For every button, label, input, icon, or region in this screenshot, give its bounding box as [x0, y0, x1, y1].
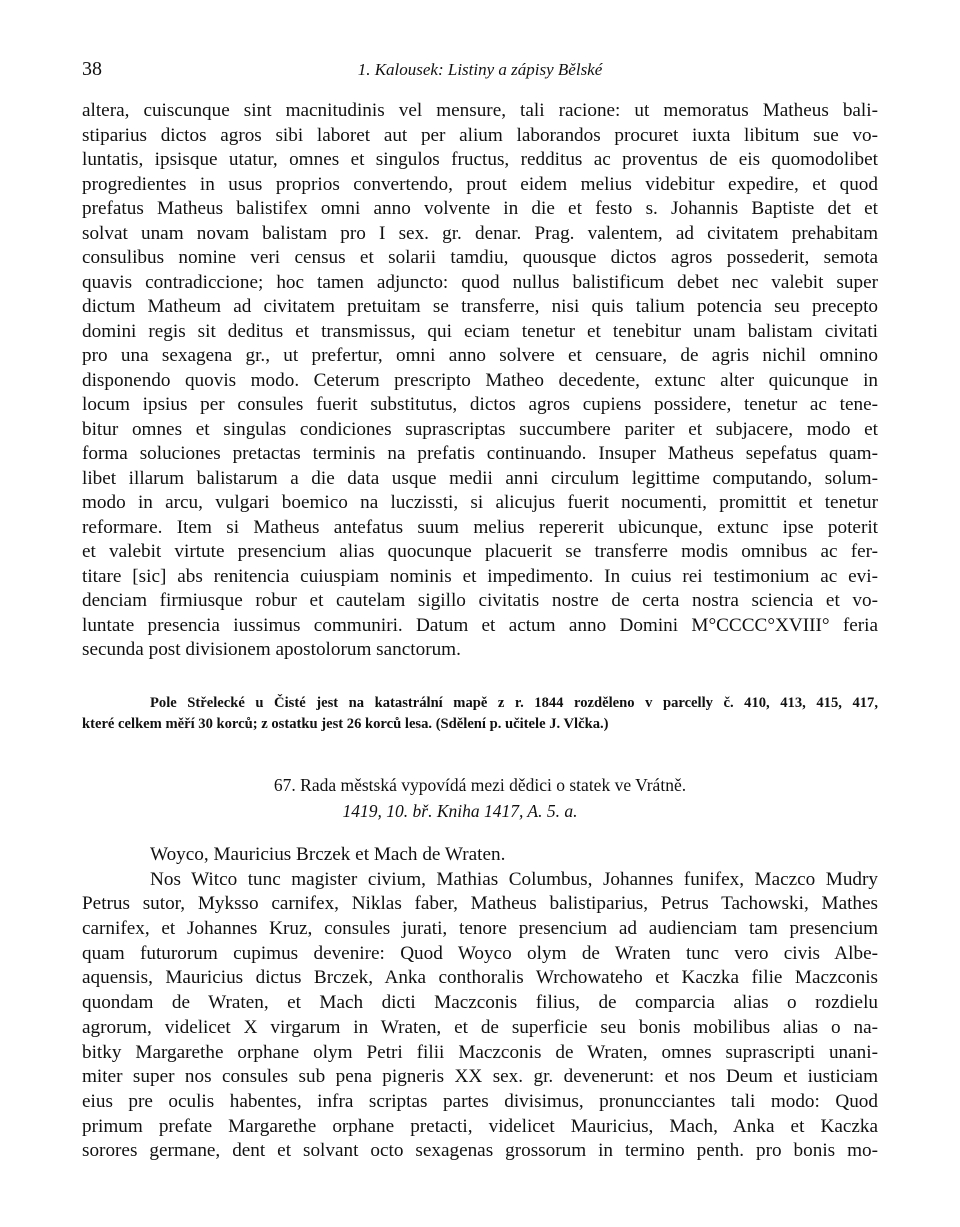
page-number: 38	[82, 58, 102, 80]
note-line: Pole Střelecké u Čisté jest na katastrální mapě z r. 1844 rozděleno v parcelly č. 410, 413, 415, 417,	[150, 695, 878, 711]
text-line: et valebit virtute presencium alias quocunque placuerit se transferre modis omnibus ac fer-	[82, 541, 878, 562]
text-line: disponendo quovis modo. Ceterum prescripto Matheo decedente, extunc alter quicunque in	[82, 369, 878, 391]
text-line: stiparius dictos agros sibi laboret aut per alium laborandos procuret iuxta libitum sue vo-	[82, 124, 878, 146]
text-line: carnifex, et Johannes Kruz, consules jurati, tenore presencium ad audienciam tam presencium	[82, 918, 878, 940]
text-line: miter super nos consules sub pena pigneris XX sex. gr. devenerunt: et nos Deum et iusticiam	[82, 1066, 878, 1088]
document-title: 67. Rada městská vypovídá mezi dědici o statek ve Vrátně.	[273, 775, 687, 795]
text-line: libet illarum balistarum a die data usque medii anni circulum legittime computando, solum-	[82, 467, 878, 489]
text-line: consulibus nomine veri census et solarii tamdiu, quousque dictos agros possederit, semota	[82, 247, 878, 268]
regest-line: Woyco, Mauricius Brczek et Mach de Wraten.	[150, 844, 506, 865]
text-line: modo in arcu, vulgari boemico na luczissti, si alicujus fuerit nocumenti, promittit et tenetur	[82, 492, 878, 513]
text-line: locum ipsius per consules fuerit substitutus, dictos agros cupiens possidere, tenetur ac tene-	[82, 394, 878, 415]
text-line: reformare. Item si Matheus antefatus suum melius repererit ubicunque, extunc ipse poterit	[82, 516, 878, 538]
text-line: sorores germane, dent et solvant octo sexagenas grossorum in termino penth. pro bonis mo-	[82, 1140, 878, 1162]
main-text	[82, 99, 878, 663]
running-title: 1. Kalousek: Listiny a zápisy Bělské	[357, 60, 603, 79]
text-line: quam futurorum cupimus devenire: Quod Woyco olym de Wraten tunc vero civis Albe-	[82, 942, 878, 964]
note-line: které celkem měří 30 korců; z ostatku jest 26 korců lesa. (Sdělení p. učitele J. Vlčka.)	[82, 716, 609, 732]
document-text	[82, 843, 878, 1164]
text-line: aquensis, Mauricius dictus Brczek, Anka conthoralis Wrchowateho et Kaczka filie Maczconis	[82, 967, 878, 989]
text-line: bitky Margarethe orphane olym Petri filii Maczconis de Wraten, omnes suprascripti unani-	[82, 1041, 878, 1063]
text-line: denciam firmiusque robur et cautelam sigillo civitatis nostre de certa nostra sciencia et vo-	[82, 590, 878, 611]
text-line: quavis contradiccione; hoc tamen adjuncto: quod nullus balistificum debet nec valebit super	[82, 271, 878, 293]
text-line: forma soluciones pretactas terminis na prefatis continuando. Insuper Matheus sepefatus quam-	[82, 443, 878, 464]
text-line: titare [sic] abs renitencia cuiuspiam nominis et impedimento. In cuius rei testimonium ac evi-	[82, 565, 878, 587]
document-heading	[82, 772, 878, 824]
text-line: secunda post divisionem apostolorum sanctorum.	[82, 639, 461, 660]
text-line: bitur omnes et singulas condiciones suprascriptas succumbere pariter et subjacere, modo et	[82, 418, 878, 440]
text-line: Nos Witco tunc magister civium, Mathias Columbus, Johannes funifex, Maczco Mudry	[150, 868, 878, 890]
page-header	[82, 58, 878, 88]
document-date-source: 1419, 10. bř. Kniha 1417, A. 5. a.	[342, 801, 578, 821]
text-line: eius pre oculis habentes, infra scriptas partes divisimus, pronuncciantes tali modo: Quod	[82, 1090, 878, 1112]
editorial-note	[82, 693, 878, 735]
text-line: pro una sexagena gr., ut prefertur, omni anno solvere et censuare, de agris nichil omnino	[82, 345, 878, 366]
text-line: prefatus Matheus balistifex omni anno volvente in die et festo s. Johannis Baptiste det et	[82, 198, 878, 219]
text-line: progredientes in usus proprios convertendo, prout eidem melius videbitur expedire, et quod	[82, 173, 878, 195]
text-line: luntatis, ipsisque utatur, omnes et singulos fructus, redditus ac proventus de eis quomodolibet	[82, 149, 878, 170]
text-line: altera, cuiscunque sint macnitudinis vel mensure, tali racione: ut memoratus Matheus bali-	[82, 100, 878, 121]
text-line: Petrus sutor, Myksso carnifex, Niklas faber, Matheus balistiparius, Petrus Tachowski, Mathes	[82, 893, 878, 915]
text-line: solvat unam novam balistam pro I sex. gr. denar. Prag. valentem, ad civitatem prehabitam	[82, 222, 878, 244]
text-line: domini regis sit deditus et transmissus, qui eciam tenetur et tenebitur unam balistam civitati	[82, 320, 878, 342]
text-line: dictum Matheum ad civitatem pretuitam se transferre, nisi quis talium potencia seu precepto	[82, 296, 878, 317]
text-line: luntate presencia iussimus communiri. Datum et actum anno Domini M°CCCC°XVIII° feria	[82, 614, 878, 636]
text-line: quondam de Wraten, et Mach dicti Maczconis filius, de comparcia alias o rozdielu	[82, 992, 878, 1014]
text-line: agrorum, videlicet X virgarum in Wraten, et de superficie seu bonis mobilibus alias o na-	[82, 1016, 878, 1038]
text-line: primum prefate Margarethe orphane pretacti, videlicet Mauricius, Mach, Anka et Kaczka	[82, 1115, 878, 1137]
